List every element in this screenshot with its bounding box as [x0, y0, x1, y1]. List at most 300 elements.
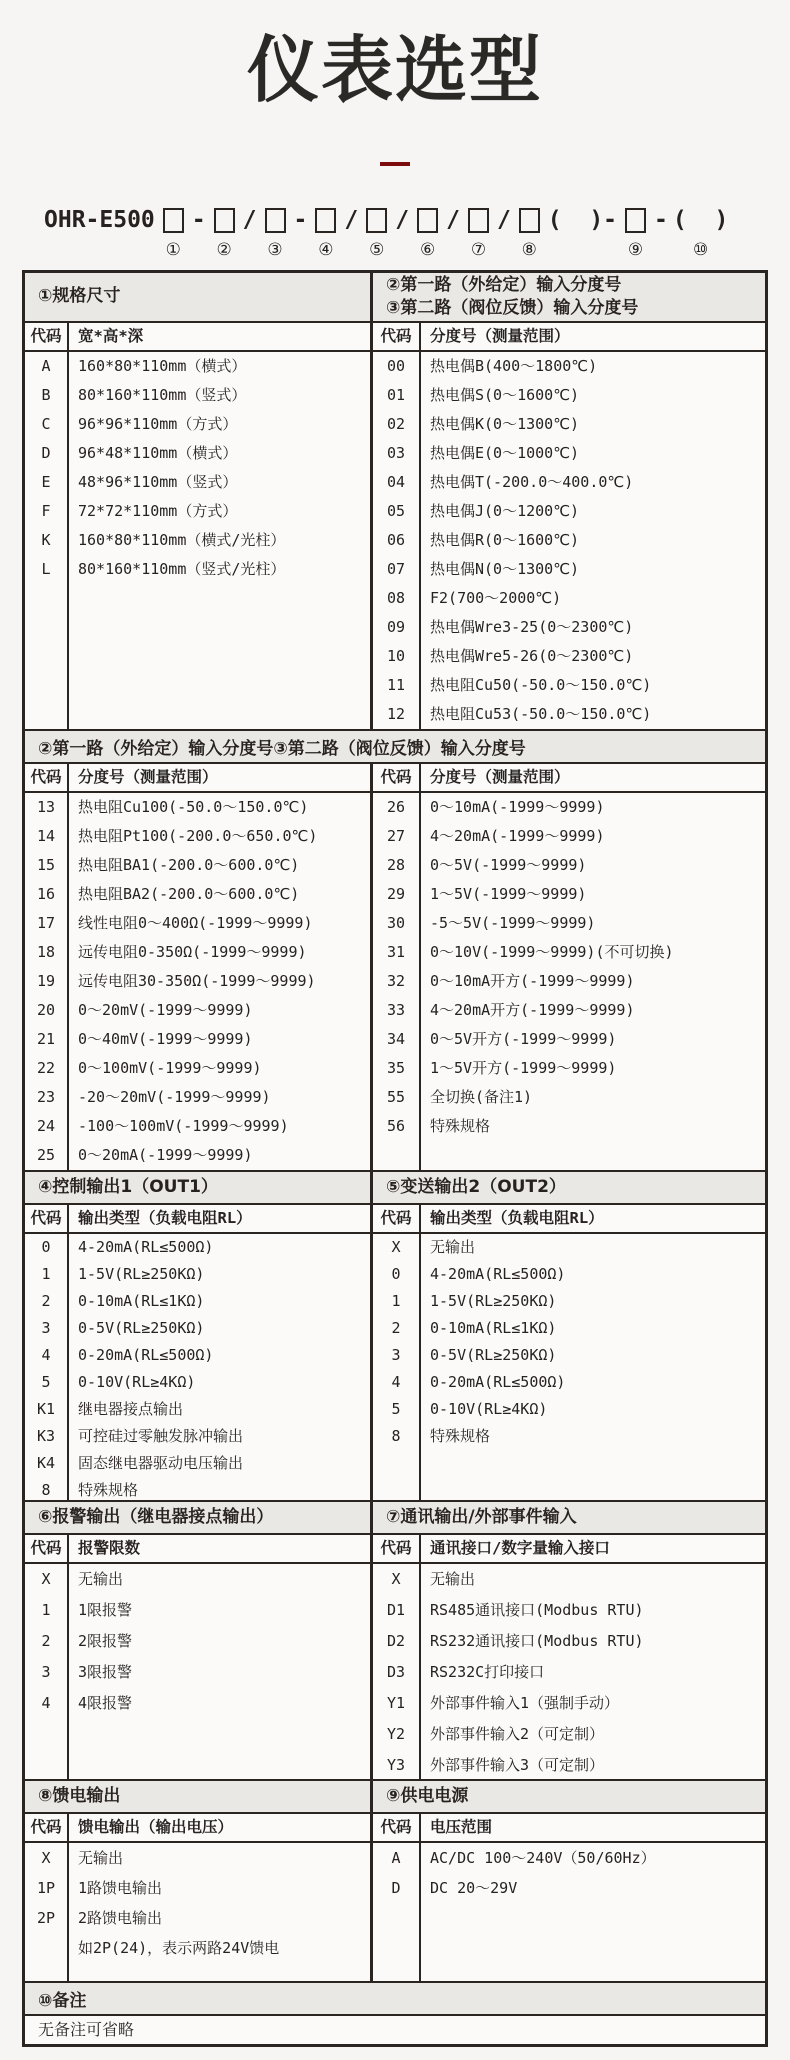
section4-title: ④控制输出1（OUT1） — [38, 1176, 218, 1197]
row-desc: 可控硅过零触发脉冲输出 — [78, 1426, 244, 1445]
table-row — [373, 555, 765, 584]
model-part-symbol: - — [191, 206, 206, 233]
table-row — [25, 1477, 370, 1504]
table-row — [373, 1054, 765, 1083]
table-row — [373, 526, 765, 555]
row-desc: 4限报警 — [78, 1693, 133, 1712]
selection-table — [22, 270, 768, 2047]
table-row — [373, 793, 765, 822]
row-desc: 4～20mA开方(-1999～9999) — [430, 1000, 635, 1019]
row-desc: 80*160*110mm（竖式） — [78, 385, 247, 404]
section2-3-rows — [373, 352, 765, 729]
table-row — [373, 1423, 765, 1450]
row-code: 21 — [36, 1029, 56, 1048]
table-row — [25, 1261, 370, 1288]
table-row — [25, 1843, 370, 1873]
col-header-desc: 馈电输出（输出电压） — [78, 1817, 234, 1836]
section10-header — [25, 1983, 765, 2016]
section-spec-and-input — [25, 273, 765, 729]
model-part — [548, 204, 617, 262]
row-desc: 特殊规格 — [430, 1426, 491, 1445]
table-row — [373, 1688, 765, 1719]
row-code: 11 — [386, 675, 406, 694]
row-desc: 0～10V(-1999～9999)(不可切换) — [430, 942, 674, 961]
row-desc: 热电阻Pt100(-200.0～650.0℃) — [78, 826, 318, 845]
row-code: 4 — [41, 1345, 51, 1364]
section2-3-full-title: ②第一路（外给定）输入分度号③第二路（阀位反馈）输入分度号 — [38, 738, 526, 759]
table-row — [25, 410, 370, 439]
row-code: 26 — [386, 797, 406, 816]
model-part-symbol — [163, 208, 184, 233]
table-row — [25, 851, 370, 880]
col-header-desc: 分度号（测量范围） — [430, 326, 570, 345]
row-code: 56 — [386, 1116, 406, 1135]
section2-left-rows — [25, 793, 373, 1170]
table-row — [25, 1626, 370, 1657]
col-header-desc: 输出类型（负载电阻RL） — [430, 1208, 604, 1227]
row-desc: 外部事件输入1（强制手动） — [430, 1693, 620, 1712]
table-row — [25, 1595, 370, 1626]
row-desc: 热电偶Wre5-26(0～2300℃) — [430, 646, 634, 665]
section-alarm-comm — [25, 1500, 765, 1779]
table-row — [373, 1595, 765, 1626]
col-header-desc: 分度号（测量范围） — [430, 767, 570, 786]
row-desc: 0～40mV(-1999～9999) — [78, 1029, 253, 1048]
row-code: 07 — [386, 559, 406, 578]
row-code: A — [391, 1848, 401, 1867]
table-row — [25, 1657, 370, 1688]
section6-rows — [25, 1564, 373, 1779]
model-part-symbol — [468, 208, 489, 233]
row-desc: 0～20mV(-1999～9999) — [78, 1000, 253, 1019]
row-code: 17 — [36, 913, 56, 932]
model-part-symbol — [417, 208, 438, 233]
row-code: K3 — [36, 1426, 56, 1445]
row-desc: 热电阻Cu100(-50.0～150.0℃) — [78, 797, 309, 816]
row-desc: -5～5V(-1999～9999) — [430, 913, 596, 932]
row-code: K4 — [36, 1453, 56, 1472]
row-code: 01 — [386, 385, 406, 404]
row-desc: 0-20mA(RL≤500Ω) — [430, 1372, 566, 1391]
model-part-symbol: OHR-E500 — [44, 206, 155, 233]
row-code: D — [391, 1878, 401, 1897]
table-row — [373, 1657, 765, 1688]
row-desc: 0～20mA(-1999～9999) — [78, 1145, 253, 1164]
section2-title: ②第一路（外给定）输入分度号 — [386, 274, 622, 295]
row-code: 2 — [391, 1318, 401, 1337]
row-desc: 2路馈电输出 — [78, 1908, 163, 1927]
model-part — [44, 204, 155, 262]
row-code: 33 — [386, 1000, 406, 1019]
model-part — [312, 204, 339, 262]
col-header-desc: 通讯接口/数字量输入接口 — [430, 1538, 610, 1557]
row-desc: 热电偶B(400～1800℃) — [430, 356, 598, 375]
table-row — [373, 851, 765, 880]
table-row — [25, 1083, 370, 1112]
table-row — [25, 1288, 370, 1315]
row-desc: 外部事件输入2（可定制） — [430, 1724, 605, 1743]
table-row — [25, 1396, 370, 1423]
row-code: 12 — [386, 704, 406, 723]
table-row — [373, 967, 765, 996]
row-desc: 固态继电器驱动电压输出 — [78, 1453, 244, 1472]
table-row — [373, 1719, 765, 1750]
row-desc: RS485通讯接口(Modbus RTU) — [430, 1600, 644, 1619]
row-code: 04 — [386, 472, 406, 491]
row-desc: 无输出 — [78, 1569, 124, 1588]
row-desc: 4-20mA(RL≤500Ω) — [78, 1237, 214, 1256]
model-part-symbol — [625, 208, 646, 233]
row-code: 34 — [386, 1029, 406, 1048]
row-code: 13 — [36, 797, 56, 816]
row-code: A — [41, 356, 51, 375]
table-row — [373, 1626, 765, 1657]
row-code: D — [41, 443, 51, 462]
col-header-code: 代码 — [380, 767, 412, 786]
section4-column-headers — [25, 1205, 765, 1234]
section5-title: ⑤变送输出2（OUT2） — [386, 1176, 566, 1197]
table-row — [25, 1903, 370, 1933]
model-part — [516, 204, 543, 262]
table-row — [373, 880, 765, 909]
table-row — [25, 381, 370, 410]
row-desc: 160*80*110mm（横式） — [78, 356, 247, 375]
table-row — [373, 613, 765, 642]
row-code: 3 — [391, 1345, 401, 1364]
section6-title: ⑥报警输出（继电器接点输出） — [38, 1506, 274, 1527]
row-desc: 0～5V开方(-1999～9999) — [430, 1029, 617, 1048]
table-row — [373, 1261, 765, 1288]
row-desc: 0-5V(RL≥250KΩ) — [430, 1345, 557, 1364]
row-code: 16 — [36, 884, 56, 903]
section9-rows — [373, 1843, 765, 1981]
row-code: E — [41, 472, 51, 491]
row-desc: 热电偶S(0～1600℃) — [430, 385, 580, 404]
row-code: D2 — [386, 1631, 406, 1650]
row-code: 5 — [41, 1372, 51, 1391]
table-row — [373, 1288, 765, 1315]
table-row — [25, 880, 370, 909]
model-part — [160, 204, 187, 262]
row-desc: 远传电阻30-350Ω(-1999～9999) — [78, 971, 316, 990]
row-code: 27 — [386, 826, 406, 845]
row-code: 06 — [386, 530, 406, 549]
table-row — [25, 526, 370, 555]
section8-column-headers — [25, 1814, 765, 1843]
row-code: 25 — [36, 1145, 56, 1164]
row-code: 28 — [386, 855, 406, 874]
row-code: 55 — [386, 1087, 406, 1106]
section1-header — [25, 273, 373, 321]
row-desc: 远传电阻0-350Ω(-1999～9999) — [78, 942, 307, 961]
row-code: 09 — [386, 617, 406, 636]
row-code: 23 — [36, 1087, 56, 1106]
model-part — [294, 204, 308, 262]
model-part-symbol: / — [446, 206, 460, 233]
model-part — [211, 204, 238, 262]
model-part — [192, 204, 206, 262]
col-header-code: 代码 — [30, 326, 62, 345]
row-code: K1 — [36, 1399, 56, 1418]
col-header-code: 代码 — [380, 1208, 412, 1227]
row-code: X — [41, 1569, 51, 1588]
row-code: C — [41, 414, 51, 433]
row-desc: 0～10mA开方(-1999～9999) — [430, 971, 635, 990]
row-code: 35 — [386, 1058, 406, 1077]
section1-title: ①规格尺寸 — [38, 286, 121, 307]
table-row — [25, 1025, 370, 1054]
col-header-desc: 宽*高*深 — [78, 326, 144, 345]
row-code: 05 — [386, 501, 406, 520]
row-code: 08 — [386, 588, 406, 607]
row-desc: 热电偶J(0～1200℃) — [430, 501, 580, 520]
row-desc: 3限报警 — [78, 1662, 133, 1681]
row-code: 15 — [36, 855, 56, 874]
table-row — [25, 1450, 370, 1477]
row-desc: F2(700～2000℃) — [430, 588, 562, 607]
row-desc: 继电器接点输出 — [78, 1399, 184, 1418]
row-code: 5 — [391, 1399, 401, 1418]
row-code: D3 — [386, 1662, 406, 1681]
row-code: 18 — [36, 942, 56, 961]
model-part-number: ⑤ — [369, 239, 385, 260]
section-outputs — [25, 1170, 765, 1500]
row-desc: 热电阻BA1(-200.0～600.0℃) — [78, 855, 300, 874]
row-desc: 0-10V(RL≥4KΩ) — [430, 1399, 548, 1418]
row-code: 29 — [386, 884, 406, 903]
page — [0, 24, 790, 2057]
row-code: B — [41, 385, 51, 404]
section7-header — [373, 1502, 765, 1533]
row-desc: 0-5V(RL≥250KΩ) — [78, 1318, 205, 1337]
table-row — [25, 1054, 370, 1083]
table-row — [373, 1342, 765, 1369]
section5-rows — [373, 1234, 765, 1500]
model-part-number: ④ — [318, 239, 334, 260]
row-code: 03 — [386, 443, 406, 462]
col-header-code: 代码 — [30, 1817, 62, 1836]
col-header-desc: 电压范围 — [430, 1817, 493, 1836]
model-part-symbol: / — [395, 206, 410, 233]
row-desc: 160*80*110mm（横式/光柱） — [78, 530, 286, 549]
model-part-symbol: - — [293, 206, 308, 233]
model-part-number: ⑦ — [470, 239, 487, 260]
model-part-number: ② — [216, 239, 232, 260]
model-part — [395, 204, 409, 262]
section9-header — [373, 1781, 765, 1812]
row-desc: 热电阻Cu50(-50.0～150.0℃) — [430, 675, 652, 694]
row-desc: 热电偶E(0～1000℃) — [430, 443, 580, 462]
table-row — [373, 352, 765, 381]
table-row — [25, 468, 370, 497]
model-part — [363, 204, 390, 262]
row-code: 02 — [386, 414, 406, 433]
row-desc: 0-20mA(RL≤500Ω) — [78, 1345, 214, 1364]
section1-column-headers — [25, 323, 765, 352]
col-header-code: 代码 — [380, 326, 412, 345]
row-code: 2P — [36, 1908, 56, 1927]
row-code: 22 — [36, 1058, 56, 1077]
row-code: D1 — [386, 1600, 406, 1619]
section7-title: ⑦通讯输出/外部事件输入 — [386, 1506, 577, 1527]
row-desc: 如2P(24)，表示两路24V馈电 — [78, 1938, 280, 1957]
page-title: 仪表选型 — [246, 28, 543, 112]
row-code: Y1 — [386, 1693, 406, 1712]
section-input-ranges — [25, 729, 765, 1170]
row-desc: 1限报警 — [78, 1600, 133, 1619]
row-code: X — [41, 1848, 51, 1867]
model-part-symbol — [214, 208, 235, 233]
row-desc: 96*96*110mm（方式） — [78, 414, 238, 433]
section1-rows — [25, 352, 373, 729]
row-desc: 热电阻Cu53(-50.0～150.0℃) — [430, 704, 652, 723]
table-row — [25, 1873, 370, 1903]
col-header-desc: 分度号（测量范围） — [78, 767, 218, 786]
row-desc: 无输出 — [430, 1569, 476, 1588]
table-row — [373, 938, 765, 967]
model-part-number: ③ — [267, 239, 283, 260]
table-row — [25, 497, 370, 526]
table-row — [373, 1083, 765, 1112]
row-desc: 0-10mA(RL≤1KΩ) — [430, 1318, 557, 1337]
model-part-symbol: ( ) — [672, 206, 729, 233]
row-desc: 0～10mA(-1999～9999) — [430, 797, 605, 816]
table-row — [25, 1315, 370, 1342]
section4-header — [25, 1172, 373, 1203]
model-code-line — [0, 204, 790, 262]
table-row — [373, 1396, 765, 1423]
row-code: 30 — [386, 913, 406, 932]
title-divider — [380, 162, 410, 166]
table-row — [373, 671, 765, 700]
table-row — [373, 1750, 765, 1781]
model-part-symbol: / — [242, 206, 257, 233]
model-part-symbol: - — [654, 206, 668, 233]
row-desc: 1路馈电输出 — [78, 1878, 163, 1897]
model-part-symbol — [366, 208, 387, 233]
col-header-code: 代码 — [380, 1538, 412, 1557]
row-desc: 0-10mA(RL≤1KΩ) — [78, 1291, 205, 1310]
section2-right-rows — [373, 793, 765, 1170]
row-desc: RS232通讯接口(Modbus RTU) — [430, 1631, 644, 1650]
model-part-symbol: / — [344, 206, 359, 233]
row-code: 1P — [36, 1878, 56, 1897]
table-row — [25, 555, 370, 584]
table-row — [373, 1564, 765, 1595]
table-row — [373, 1025, 765, 1054]
row-code: X — [391, 1237, 401, 1256]
table-row — [25, 996, 370, 1025]
table-row — [373, 700, 765, 729]
row-desc: 4～20mA(-1999～9999) — [430, 826, 605, 845]
model-part-symbol: ( )- — [547, 206, 618, 233]
row-desc: 4-20mA(RL≤500Ω) — [430, 1264, 566, 1283]
row-code: 1 — [41, 1264, 51, 1283]
row-desc: -20～20mV(-1999～9999) — [78, 1087, 271, 1106]
table-row — [373, 439, 765, 468]
row-desc: 1-5V(RL≥250KΩ) — [430, 1291, 557, 1310]
model-part-number: ⑥ — [419, 239, 436, 260]
model-part-number: ⑩ — [692, 239, 709, 260]
table-row — [25, 793, 370, 822]
table-row — [373, 1315, 765, 1342]
row-desc: 热电偶K(0～1300℃) — [430, 414, 580, 433]
row-desc: 48*96*110mm（竖式） — [78, 472, 238, 491]
section8-title: ⑧馈电输出 — [38, 1785, 121, 1806]
table-row — [373, 468, 765, 497]
model-part — [446, 204, 460, 262]
row-desc: AC/DC 100～240V（50/60Hz） — [430, 1848, 656, 1867]
model-part — [414, 204, 441, 262]
section5-header — [373, 1172, 765, 1203]
model-part-number: ⑨ — [627, 239, 644, 260]
table-row — [373, 822, 765, 851]
row-desc: 无输出 — [430, 1237, 476, 1256]
model-part-symbol — [315, 208, 336, 233]
table-row — [25, 1112, 370, 1141]
table-row — [25, 1342, 370, 1369]
section2-3-full-header — [25, 731, 765, 764]
model-part — [497, 204, 511, 262]
table-row — [25, 1141, 370, 1170]
model-part — [654, 204, 668, 262]
row-code: 1 — [391, 1291, 401, 1310]
section-remarks — [25, 1981, 765, 2044]
row-code: 0 — [41, 1237, 51, 1256]
row-code: 14 — [36, 826, 56, 845]
row-code: 4 — [41, 1693, 51, 1712]
section8-header — [25, 1781, 373, 1812]
section9-title: ⑨供电电源 — [386, 1785, 469, 1806]
table-row — [25, 439, 370, 468]
table-row — [25, 938, 370, 967]
col-header-code: 代码 — [30, 1208, 62, 1227]
model-part-symbol: / — [496, 206, 511, 233]
table-row — [25, 822, 370, 851]
row-code: 19 — [36, 971, 56, 990]
table-row — [373, 381, 765, 410]
row-code: Y3 — [386, 1755, 406, 1774]
col-header-code: 代码 — [380, 1817, 412, 1836]
row-code: 2 — [41, 1291, 51, 1310]
row-desc: 1～5V(-1999～9999) — [430, 884, 587, 903]
table-row — [25, 1234, 370, 1261]
table-row — [25, 1933, 370, 1963]
row-desc: 0～100mV(-1999～9999) — [78, 1058, 262, 1077]
model-part-number: ① — [165, 239, 181, 260]
table-row — [373, 584, 765, 613]
table-row — [373, 642, 765, 671]
row-code: 4 — [391, 1372, 401, 1391]
row-code: 1 — [41, 1600, 51, 1619]
row-desc: 96*48*110mm（横式） — [78, 443, 238, 462]
table-row — [25, 967, 370, 996]
row-code: 10 — [386, 646, 406, 665]
row-code: 32 — [386, 971, 406, 990]
row-desc: 无输出 — [78, 1848, 124, 1867]
row-desc: 0～5V(-1999～9999) — [430, 855, 587, 874]
row-code: 2 — [41, 1631, 51, 1650]
remarks-note: 无备注可省略 — [38, 2019, 135, 2039]
col-header-code: 代码 — [30, 1538, 62, 1557]
table-row — [373, 996, 765, 1025]
section2-3-header — [373, 273, 765, 321]
row-desc: -100～100mV(-1999～9999) — [78, 1116, 289, 1135]
model-part — [344, 204, 358, 262]
row-code — [25, 1933, 67, 1963]
row-desc: DC 20～29V — [430, 1878, 518, 1897]
row-desc: 外部事件输入3（可定制） — [430, 1755, 605, 1774]
